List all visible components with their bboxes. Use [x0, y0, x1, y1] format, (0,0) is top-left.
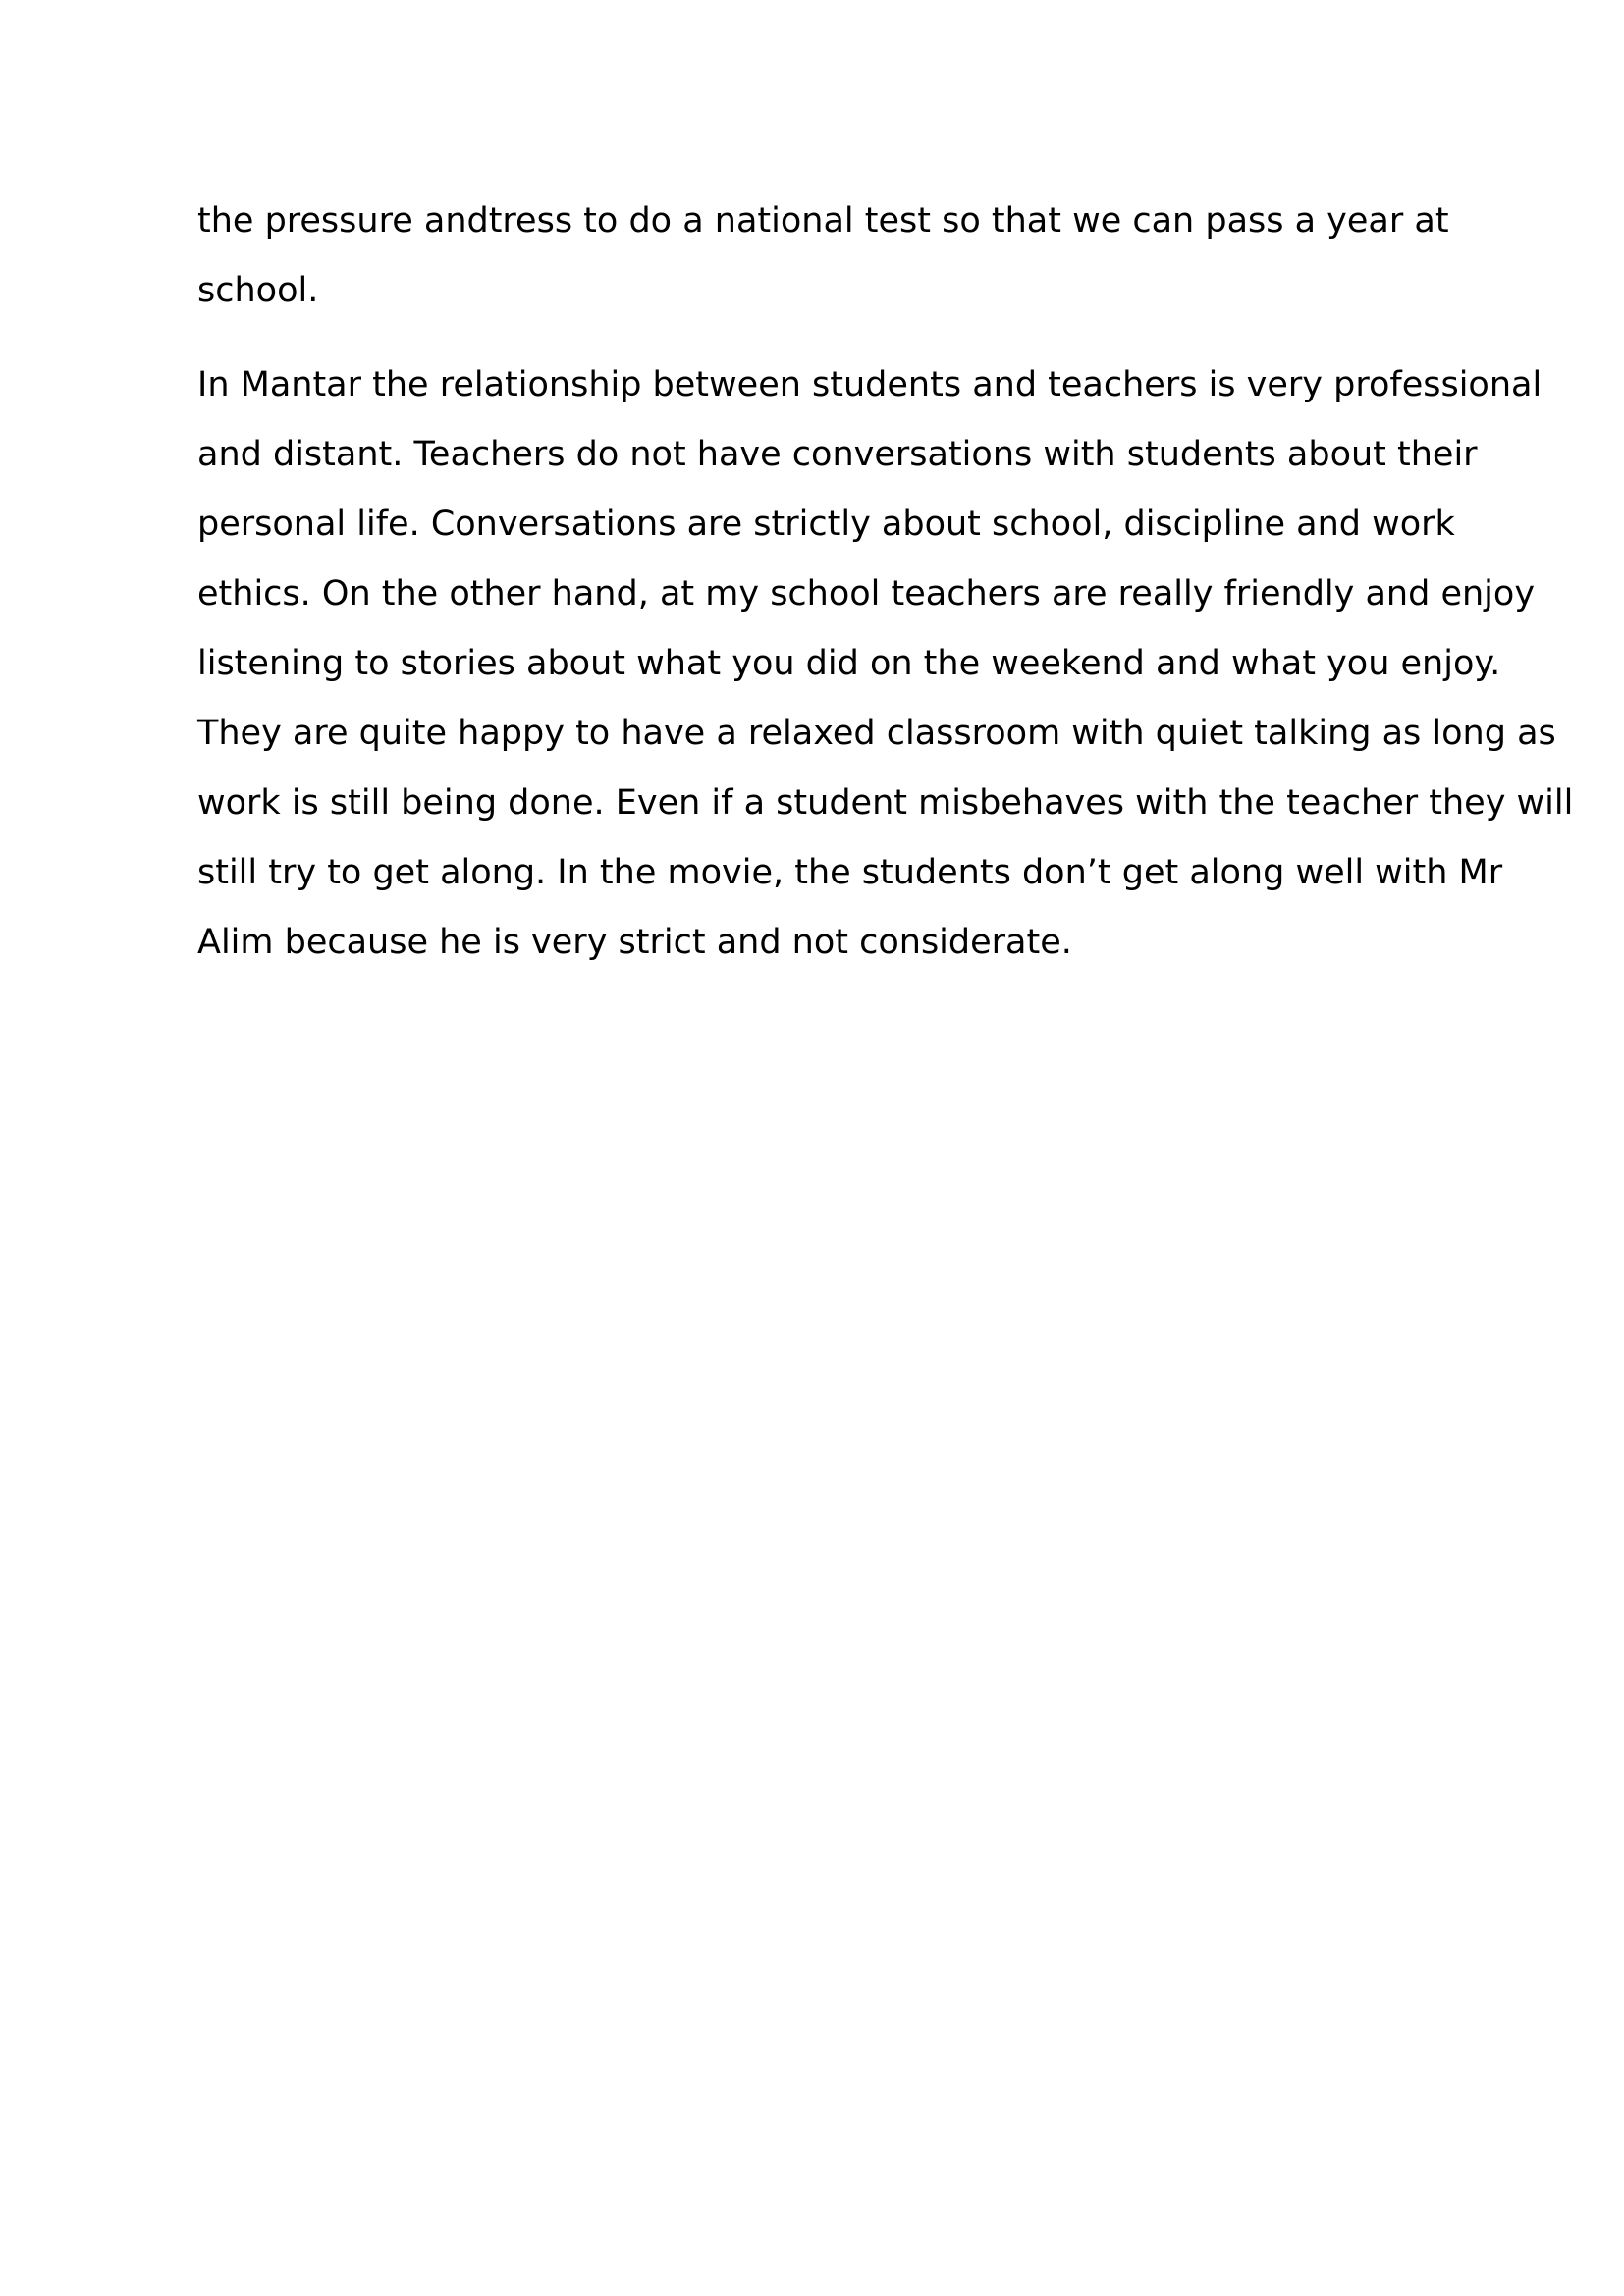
text-line: In Mantar the relationship between students and teachers is very professional — [197, 365, 1543, 404]
text-line: work is still being done. Even if a student misbehaves with the teacher they will — [197, 783, 1574, 823]
text-line: and distant. Teachers do not have conversations with students about their — [197, 435, 1478, 474]
text-line: personal life. Conversations are strictly about school, discipline and work — [197, 505, 1455, 544]
text-line: listening to stories about what you did on the weekend and what you enjoy. — [197, 644, 1501, 683]
text-line: the pressure andtress to do a national test so that we can pass a year at — [197, 201, 1449, 240]
paragraph-2 — [197, 350, 1574, 978]
text-line: ethics. On the other hand, at my school teachers are really friendly and enjoy — [197, 574, 1536, 614]
text-line: still try to get along. In the movie, the students don’t get along well with Mr — [197, 853, 1503, 892]
text-line: Alim because he is very strict and not considerate. — [197, 923, 1072, 962]
paragraph-1 — [197, 187, 1474, 326]
text-line: school. — [197, 271, 319, 310]
text-line: They are quite happy to have a relaxed classroom with quiet talking as long as — [197, 714, 1556, 753]
